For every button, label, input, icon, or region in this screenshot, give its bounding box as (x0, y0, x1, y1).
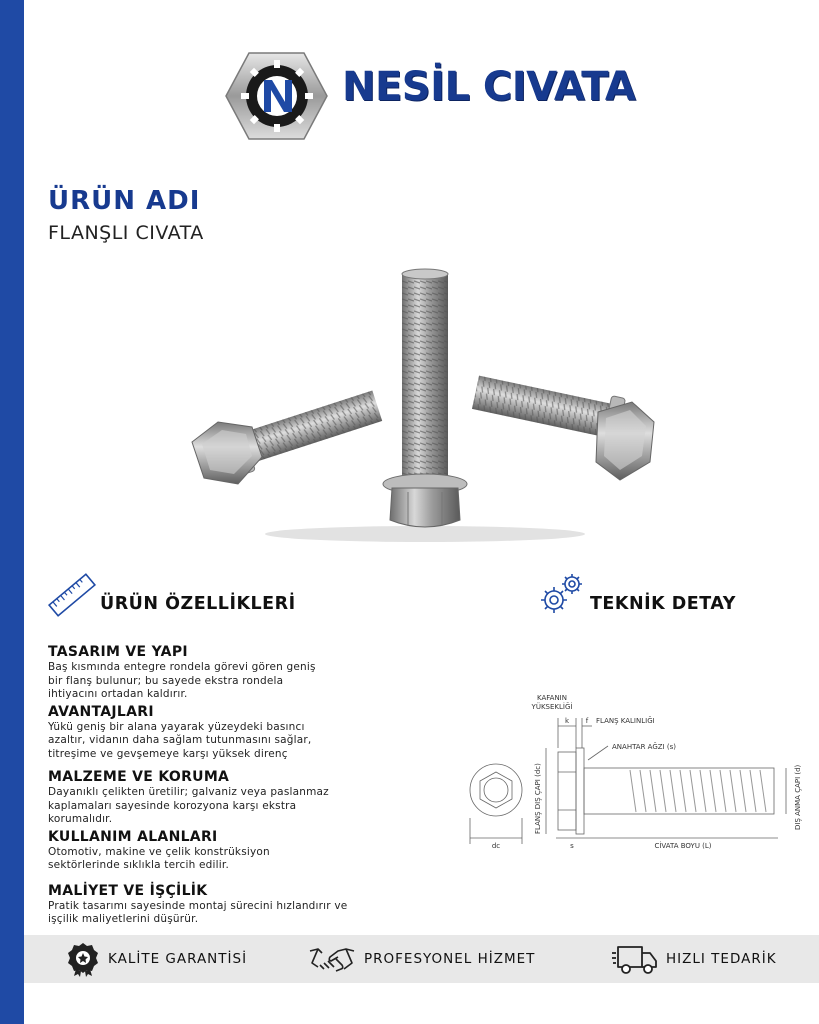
product-label: ÜRÜN ADI (48, 186, 201, 216)
feature-title: TASARIM VE YAPI (48, 644, 188, 660)
feature-line: korumalıdır. (48, 813, 113, 825)
feature-title: KULLANIM ALANLARI (48, 828, 218, 845)
label-thread-diameter: DIŞ ANMA ÇAPI (d) (794, 764, 802, 830)
footer-item-quality (66, 941, 247, 977)
feature-line: işçilik maliyetlerini düşürür. (48, 913, 199, 925)
quality-badge-icon (66, 941, 100, 977)
feature-line: Otomotiv, makine ve çelik konstrüksiyon (48, 845, 270, 858)
feature-line: Dayanıklı çelikten üretilir; galvaniz veya paslanmaz (48, 786, 329, 798)
label-k: k (564, 717, 570, 725)
label-flange-thickness: FLANŞ KALINLIĞI (596, 717, 655, 725)
left-accent-bar (0, 0, 24, 1024)
footer-label: KALİTE GARANTİSİ (108, 951, 248, 967)
label-bolt-length: CİVATA BOYU (L) (654, 842, 712, 850)
technical-diagram (460, 688, 812, 856)
feature-title: AVANTAJLARI (48, 703, 154, 720)
handshake-icon (308, 943, 356, 975)
label-head-height-2: YÜKSEKLİĞİ (531, 703, 573, 711)
features-title: ÜRÜN ÖZELLİKLERİ (100, 594, 296, 614)
truck-icon (612, 941, 658, 977)
feature-line: kaplamaları sayesinde korozyona karşı ekstra (48, 799, 297, 812)
feature-line: ihtiyacını ortadan kaldırır. (48, 688, 188, 700)
features-list (48, 644, 388, 929)
technical-title: TEKNİK DETAY (590, 594, 736, 614)
feature-item (48, 829, 388, 873)
label-f: f (585, 717, 589, 725)
footer-label: HIZLI TEDARİK (666, 951, 777, 967)
feature-line: Baş kısmında entegre rondela görevi gören geniş (48, 661, 316, 673)
product-name: FLANŞLI CIVATA (48, 222, 204, 244)
gears-icon (536, 570, 588, 620)
footer-bar (24, 935, 819, 983)
brand-name: NESİL CIVATA (342, 64, 636, 110)
feature-line: azaltır, vidanın daha sağlam tutunmasını sağlar, (48, 734, 312, 746)
footer-item-service (308, 943, 535, 975)
ruler-icon (46, 570, 98, 620)
feature-title: MALZEME VE KORUMA (48, 769, 230, 785)
feature-line: titreşime ve gevşemeye karşı yüksek direnç (48, 747, 288, 760)
feature-item (48, 769, 388, 827)
label-wrench: ANAHTAR AĞZI (s) (612, 743, 676, 751)
footer-item-delivery (612, 941, 777, 977)
feature-line: Pratik tasarımı sayesinde montaj sürecini hızlandırır ve (48, 899, 348, 912)
product-image (180, 262, 670, 552)
feature-title: MALİYET VE İŞÇİLİK (48, 882, 208, 899)
label-dc: dc (491, 842, 501, 850)
feature-line: sektörlerinde sıklıkla tercih edilir. (48, 859, 229, 871)
label-s: s (570, 842, 574, 850)
footer-label: PROFESYONEL HİZMET (364, 951, 536, 967)
label-flange-diameter: FLANŞ DIŞ ÇAPI (dc) (534, 763, 542, 834)
feature-item (48, 644, 388, 702)
feature-item (48, 704, 388, 762)
feature-line: bir flanş bulunur; bu sayede ekstra rondela (48, 674, 284, 687)
feature-line: Yükü geniş bir alana yayarak yüzeydeki basıncı (48, 720, 305, 733)
label-head-height: KAFANIN (537, 694, 567, 702)
feature-item (48, 883, 388, 927)
